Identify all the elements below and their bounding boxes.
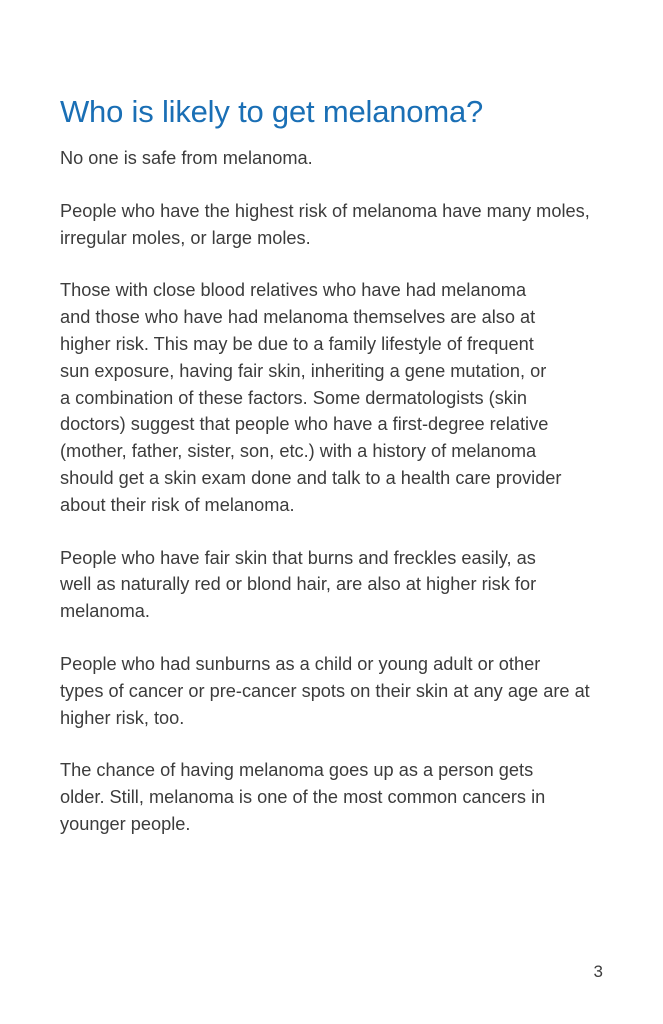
paragraph-intro: [60, 145, 615, 172]
text-line: types of cancer or pre-cancer spots on their skin at any age are at: [60, 680, 590, 701]
text-line: sun exposure, having fair skin, inheriting a gene mutation, or: [60, 360, 547, 381]
text-line: melanoma.: [60, 601, 150, 622]
text-line: about their risk of melanoma.: [60, 494, 295, 515]
text-line: The chance of having melanoma goes up as a person gets: [60, 760, 534, 781]
text-line: (mother, father, sister, son, etc.) with a history of melanoma: [60, 441, 537, 462]
paragraph-sunburns: [60, 651, 615, 731]
text-line: irregular moles, or large moles.: [60, 227, 311, 248]
page-title: Who is likely to get melanoma?: [60, 94, 484, 129]
text-line: higher risk, too.: [60, 707, 185, 728]
text-line: People who have the highest risk of melanoma have many moles,: [60, 200, 590, 221]
paragraph-age: [60, 757, 615, 837]
page-number: 3: [593, 962, 603, 981]
paragraph-moles: [60, 198, 615, 252]
paragraph-fair-skin: [60, 545, 615, 625]
text-line: should get a skin exam done and talk to a health care provider: [60, 467, 562, 488]
text-line: People who had sunburns as a child or young adult or other: [60, 653, 541, 674]
text-line: well as naturally red or blond hair, are also at higher risk for: [60, 574, 537, 595]
text-line: a combination of these factors. Some dermatologists (skin: [60, 387, 528, 408]
text-line: younger people.: [60, 813, 191, 834]
text-line: People who have fair skin that burns and freckles easily, as: [60, 547, 536, 568]
body-text: [60, 145, 615, 864]
text-line: and those who have had melanoma themselves are also at: [60, 307, 536, 328]
paragraph-family-history: [60, 277, 615, 518]
text-line: older. Still, melanoma is one of the most common cancers in: [60, 787, 546, 808]
text-line: higher risk. This may be due to a family lifestyle of frequent: [60, 333, 534, 354]
text-line: Those with close blood relatives who have had melanoma: [60, 280, 527, 301]
text-line: doctors) suggest that people who have a first-degree relative: [60, 414, 549, 435]
text-line: No one is safe from melanoma.: [60, 148, 313, 168]
